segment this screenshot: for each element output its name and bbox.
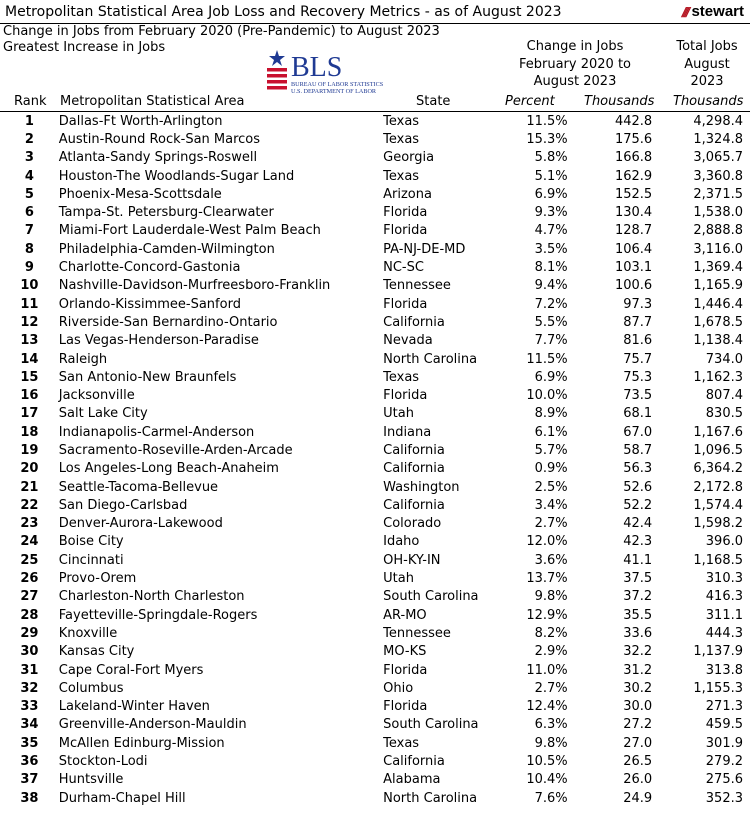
msa-cell: Los Angeles-Long Beach-Anaheim [58,461,279,477]
percent-cell: 8.2% [534,625,568,641]
rank-cell: 7 [24,223,34,239]
state-cell: Indiana [383,424,432,440]
percent-cell: 9.4% [534,278,568,294]
state-cell: South Carolina [383,589,479,605]
percent-cell: 9.3% [534,205,568,221]
percent-cell: 15.3% [526,131,568,147]
total-jobs-cell: 352.3 [705,790,743,806]
thousands-cell: 52.6 [623,479,653,495]
percent-cell: 8.1% [534,260,568,276]
total-jobs-cell: 1,165.9 [693,278,743,294]
state-cell: Tennessee [383,278,451,294]
header-change-line1: Change in Jobs [526,39,624,54]
rank-cell: 17 [20,406,39,422]
msa-cell: Provo-Orem [58,571,137,587]
rank-cell: 12 [20,314,39,330]
percent-cell: 11.0% [526,662,568,678]
percent-cell: 11.5% [526,113,568,129]
table-row [0,368,750,386]
percent-cell: 6.1% [534,424,568,440]
state-cell: California [383,442,445,458]
table-row [0,515,750,533]
state-cell: Colorado [383,516,442,532]
total-jobs-cell: 1,446.4 [693,296,743,312]
rank-cell: 1 [24,113,34,129]
percent-cell: 5.1% [534,168,568,184]
state-cell: Utah [383,571,414,587]
state-cell: AR-MO [383,607,427,623]
thousands-cell: 75.3 [623,369,653,385]
table-row [0,130,750,148]
table-row [0,716,750,734]
thousands-cell: 67.0 [623,424,653,440]
msa-cell: Indianapolis-Carmel-Anderson [58,424,255,440]
msa-cell: Huntsville [58,772,124,788]
thousands-cell: 41.1 [623,552,653,568]
thousands-cell: 162.9 [614,168,653,184]
rank-cell: 24 [20,534,39,550]
percent-cell: 6.9% [534,186,568,202]
total-jobs-cell: 1,324.8 [693,131,743,147]
percent-cell: 6.9% [534,369,568,385]
header-total-jobs [664,38,750,91]
rank-cell: 26 [20,571,39,587]
rank-cell: 35 [20,735,39,751]
total-jobs-cell: 396.0 [705,534,743,550]
total-jobs-cell: 1,155.3 [693,680,743,696]
state-cell: Utah [383,406,414,422]
state-cell: OH-KY-IN [383,552,441,568]
thousands-cell: 130.4 [614,205,653,221]
percent-cell: 7.2% [534,296,568,312]
percent-cell: 3.4% [534,497,568,513]
total-jobs-cell: 734.0 [705,351,743,367]
msa-cell: Dallas-Ft Worth-Arlington [58,113,223,129]
total-jobs-cell: 1,138.4 [693,333,743,349]
msa-cell: Stockton-Lodi [58,754,148,770]
state-cell: North Carolina [383,351,478,367]
percent-cell: 12.9% [526,607,568,623]
thousands-cell: 128.7 [614,223,653,239]
percent-cell: 6.3% [534,717,568,733]
col-header-thousands: Thousands [584,94,655,109]
table-row [0,588,750,606]
rank-cell: 11 [20,296,39,312]
state-cell: Ohio [383,680,414,696]
msa-cell: Atlanta-Sandy Springs-Roswell [58,150,258,166]
total-jobs-cell: 1,167.6 [693,424,743,440]
percent-cell: 11.5% [526,351,568,367]
total-jobs-cell: 444.3 [705,625,743,641]
msa-cell: Houston-The Woodlands-Sugar Land [58,168,295,184]
col-header-state: State [416,94,451,109]
msa-cell: Boise City [58,534,124,550]
thousands-cell: 81.6 [623,333,653,349]
thousands-cell: 52.2 [623,497,653,513]
table-row [0,277,750,295]
thousands-cell: 35.5 [623,607,653,623]
msa-cell: Greenville-Anderson-Mauldin [58,717,247,733]
table-row [0,698,750,716]
stewart-logo [682,3,744,20]
total-jobs-cell: 1,096.5 [693,442,743,458]
table-row [0,203,750,221]
percent-cell: 5.5% [534,314,568,330]
thousands-cell: 103.1 [614,260,653,276]
total-jobs-cell: 1,598.2 [693,516,743,532]
thousands-cell: 87.7 [623,314,653,330]
state-cell: Arizona [383,186,432,202]
table-row [0,460,750,478]
percent-cell: 10.5% [526,754,568,770]
rank-cell: 6 [24,205,34,221]
percent-cell: 0.9% [534,461,568,477]
table-row [0,258,750,276]
total-jobs-cell: 6,364.2 [693,461,743,477]
title-bar [0,0,750,24]
rank-cell: 29 [20,625,39,641]
percent-cell: 13.7% [526,571,568,587]
msa-cell: Kansas City [58,644,135,660]
thousands-cell: 56.3 [623,461,653,477]
msa-cell: Miami-Fort Lauderdale-West Palm Beach [58,223,321,239]
rank-cell: 32 [20,680,39,696]
total-jobs-cell: 3,065.7 [693,150,743,166]
header-total-line2: August [684,56,730,72]
msa-cell: Fayetteville-Springdale-Rogers [58,607,258,623]
total-jobs-cell: 279.2 [705,754,743,770]
table-row [0,569,750,587]
total-jobs-cell: 3,116.0 [693,241,743,257]
rank-cell: 28 [20,607,39,623]
rank-cell: 25 [20,552,39,568]
table-row [0,222,750,240]
state-cell: Texas [383,735,420,751]
percent-cell: 2.5% [534,479,568,495]
rank-cell: 22 [20,497,39,513]
state-cell: NC-SC [383,260,424,276]
total-jobs-cell: 416.3 [705,589,743,605]
percent-cell: 5.8% [534,150,568,166]
percent-cell: 9.8% [534,589,568,605]
state-cell: Florida [383,388,428,404]
msa-cell: Nashville-Davidson-Murfreesboro-Franklin [58,278,331,294]
state-cell: Florida [383,223,428,239]
total-jobs-cell: 1,574.4 [693,497,743,513]
table-row [0,771,750,789]
rank-cell: 3 [24,150,34,166]
thousands-cell: 37.5 [623,571,653,587]
thousands-cell: 33.6 [623,625,653,641]
msa-cell: Orlando-Kissimmee-Sanford [58,296,241,312]
total-jobs-cell: 310.3 [705,571,743,587]
thousands-cell: 152.5 [614,186,653,202]
table-row [0,423,750,441]
table-row [0,240,750,258]
col-header-percent: Percent [505,94,555,109]
table-row [0,441,750,459]
table-row [0,606,750,624]
state-cell: Texas [383,131,420,147]
header-total-line3: 2023 [690,74,724,89]
rank-cell: 23 [20,516,39,532]
state-cell: California [383,497,445,513]
thousands-cell: 442.8 [614,113,653,129]
rank-cell: 15 [20,369,39,385]
table-row [0,332,750,350]
rank-cell: 8 [24,241,34,257]
total-jobs-cell: 1,538.0 [693,205,743,221]
msa-cell: San Diego-Carlsbad [58,497,188,513]
msa-cell: Cape Coral-Fort Myers [58,662,204,678]
table-row [0,679,750,697]
state-cell: North Carolina [383,790,478,806]
rank-cell: 10 [20,278,39,294]
col-header-total-thousands: Thousands [673,94,744,109]
msa-cell: Salt Lake City [58,406,148,422]
total-jobs-cell: 459.5 [705,717,743,733]
msa-cell: Las Vegas-Henderson-Paradise [58,333,259,349]
rank-cell: 37 [20,772,39,788]
total-jobs-cell: 4,298.4 [693,113,743,129]
msa-cell: Lakeland-Winter Haven [58,699,210,715]
rank-cell: 21 [20,479,39,495]
rank-cell: 30 [20,644,39,660]
rank-cell: 2 [24,131,34,147]
header-change-in-jobs [505,38,645,91]
thousands-cell: 26.5 [623,754,653,770]
msa-cell: Phoenix-Mesa-Scottsdale [58,186,222,202]
total-jobs-cell: 311.1 [705,607,743,623]
state-cell: Texas [383,113,420,129]
msa-cell: Austin-Round Rock-San Marcos [58,131,261,147]
table-row [0,478,750,496]
thousands-cell: 42.3 [623,534,653,550]
total-jobs-cell: 1,162.3 [693,369,743,385]
percent-cell: 3.6% [534,552,568,568]
rank-cell: 5 [24,186,34,202]
total-jobs-cell: 2,172.8 [693,479,743,495]
bls-logo [263,48,403,98]
percent-cell: 2.7% [534,516,568,532]
state-cell: Florida [383,205,428,221]
table-row [0,533,750,551]
thousands-cell: 31.2 [623,662,653,678]
percent-cell: 9.8% [534,735,568,751]
percent-cell: 4.7% [534,223,568,239]
percent-cell: 10.0% [526,388,568,404]
thousands-cell: 166.8 [614,150,653,166]
msa-cell: McAllen Edinburg-Mission [58,735,225,751]
table-row [0,350,750,368]
header-change-line3: August 2023 [533,74,617,89]
rank-cell: 34 [20,717,39,733]
thousands-cell: 97.3 [623,296,653,312]
table-row [0,734,750,752]
table-row [0,551,750,569]
stewart-logo-text: stewart [691,3,744,20]
table-row [0,789,750,807]
table-row [0,167,750,185]
thousands-cell: 24.9 [623,790,653,806]
rank-cell: 18 [20,424,39,440]
state-cell: MO-KS [383,644,427,660]
thousands-cell: 58.7 [623,442,653,458]
stewart-mark-icon: //// [681,4,688,19]
thousands-cell: 42.4 [623,516,653,532]
rank-cell: 33 [20,699,39,715]
rank-cell: 13 [20,333,39,349]
state-cell: California [383,754,445,770]
thousands-cell: 30.0 [623,699,653,715]
table-row [0,496,750,514]
state-cell: Texas [383,168,420,184]
state-cell: California [383,461,445,477]
state-cell: California [383,314,445,330]
percent-cell: 3.5% [534,241,568,257]
total-jobs-cell: 1,369.4 [693,260,743,276]
msa-cell: Durham-Chapel Hill [58,790,186,806]
bls-line1: BUREAU OF LABOR STATISTICS [291,81,384,88]
table-row [0,112,750,131]
thousands-cell: 32.2 [623,644,653,660]
rank-cell: 14 [20,351,39,367]
total-jobs-cell: 1,678.5 [693,314,743,330]
rank-cell: 19 [20,442,39,458]
rank-cell: 4 [24,168,34,184]
msa-cell: Tampa-St. Petersburg-Clearwater [58,205,274,221]
msa-cell: Riverside-San Bernardino-Ontario [58,314,278,330]
thousands-cell: 30.2 [623,680,653,696]
total-jobs-cell: 271.3 [705,699,743,715]
table-row [0,149,750,167]
msa-jobs-table [0,111,750,807]
table-row [0,624,750,642]
thousands-cell: 175.6 [614,131,653,147]
thousands-cell: 100.6 [614,278,653,294]
percent-cell: 8.9% [534,406,568,422]
subtitle-greatest: Greatest Increase in Jobs [3,40,166,55]
msa-cell: Cincinnati [58,552,124,568]
header-change-line2: February 2020 to [518,56,631,72]
percent-cell: 2.9% [534,644,568,660]
total-jobs-cell: 830.5 [705,406,743,422]
table-row [0,405,750,423]
state-cell: Florida [383,296,428,312]
total-jobs-cell: 1,168.5 [693,552,743,568]
total-jobs-cell: 2,888.8 [693,223,743,239]
total-jobs-cell: 3,360.8 [693,168,743,184]
state-cell: Georgia [383,150,435,166]
state-cell: Nevada [383,333,433,349]
rank-cell: 9 [24,260,34,276]
rank-cell: 38 [20,790,39,806]
total-jobs-cell: 1,137.9 [693,644,743,660]
rank-cell: 36 [20,754,39,770]
percent-cell: 2.7% [534,680,568,696]
state-cell: Florida [383,662,428,678]
msa-cell: Sacramento-Roseville-Arden-Arcade [58,442,293,458]
state-cell: Idaho [383,534,420,550]
table-row [0,386,750,404]
total-jobs-cell: 275.6 [705,772,743,788]
table-row [0,643,750,661]
bls-emblem-icon [267,50,287,90]
msa-cell: Charleston-North Charleston [58,589,245,605]
total-jobs-cell: 807.4 [705,388,743,404]
state-cell: South Carolina [383,717,479,733]
report-title: Metropolitan Statistical Area Job Loss and Recovery Metrics - as of August 2023 [5,4,562,20]
msa-cell: San Antonio-New Braunfels [58,369,237,385]
thousands-cell: 27.0 [623,735,653,751]
total-jobs-cell: 301.9 [705,735,743,751]
col-header-msa: Metropolitan Statistical Area [60,94,245,109]
col-header-rank: Rank [14,94,47,109]
table-row [0,313,750,331]
state-cell: Florida [383,699,428,715]
state-cell: PA-NJ-DE-MD [383,241,466,257]
bls-acronym: BLS [291,52,343,83]
thousands-cell: 75.7 [623,351,653,367]
msa-cell: Raleigh [58,351,108,367]
msa-cell: Philadelphia-Camden-Wilmington [58,241,275,257]
percent-cell: 5.7% [534,442,568,458]
state-cell: Alabama [383,772,441,788]
msa-cell: Charlotte-Concord-Gastonia [58,260,241,276]
subtitle-change: Change in Jobs from February 2020 (Pre-Pandemic) to August 2023 [3,24,440,39]
msa-cell: Columbus [58,680,124,696]
thousands-cell: 26.0 [623,772,653,788]
thousands-cell: 73.5 [623,388,653,404]
msa-cell: Seattle-Tacoma-Bellevue [58,479,219,495]
rank-cell: 27 [20,589,39,605]
msa-cell: Denver-Aurora-Lakewood [58,516,223,532]
percent-cell: 7.7% [534,333,568,349]
rank-cell: 20 [20,461,39,477]
thousands-cell: 37.2 [623,589,653,605]
state-cell: Tennessee [383,625,451,641]
header-total-line1: Total Jobs [676,39,738,54]
table-row [0,752,750,770]
state-cell: Texas [383,369,420,385]
percent-cell: 12.0% [526,534,568,550]
percent-cell: 7.6% [534,790,568,806]
state-cell: Washington [383,479,460,495]
total-jobs-cell: 313.8 [705,662,743,678]
bls-line2: U.S. DEPARTMENT OF LABOR [291,88,377,95]
msa-cell: Jacksonville [58,388,135,404]
thousands-cell: 106.4 [614,241,653,257]
percent-cell: 10.4% [526,772,568,788]
table-row [0,295,750,313]
thousands-cell: 27.2 [623,717,653,733]
thousands-cell: 68.1 [623,406,653,422]
total-jobs-cell: 2,371.5 [693,186,743,202]
table-row [0,661,750,679]
table-row [0,185,750,203]
rank-cell: 16 [20,388,39,404]
rank-cell: 31 [20,662,39,678]
msa-cell: Knoxville [58,625,118,641]
percent-cell: 12.4% [526,699,568,715]
